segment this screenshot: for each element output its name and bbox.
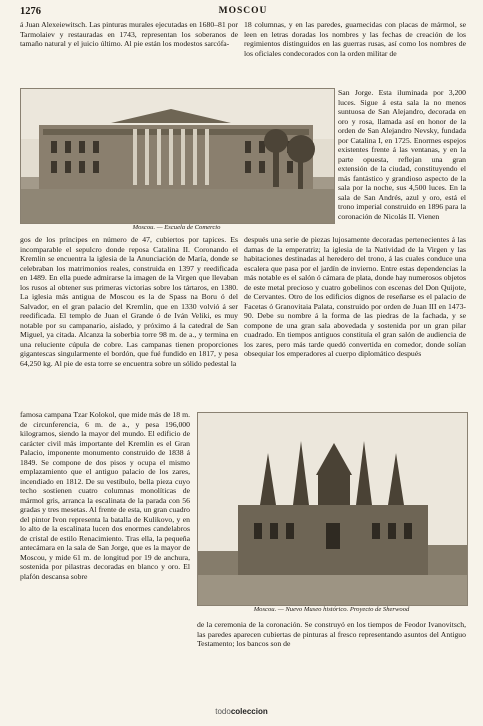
running-head: MOSCOU bbox=[218, 6, 268, 16]
watermark-prefix: todo bbox=[215, 707, 231, 716]
building-illustration bbox=[21, 89, 334, 223]
paragraph: San Jorge. Esta iluminada por 3,200 luces. Sigue á esta sala la no menos suntuosa de San Alejandro, decorada en oro y rosa, llamada así en honor de la orden de San Alejandro Nevsky, fundada por Catalina I, en 1725. Enormes espejos existentes frente á las ventanas, y en la parte opuesta, reflejan una gran extensión de la ciudad, constituyendo el más fantástico y grandioso aspecto de la sala por la noche, sus 4,500 luces. En la sala de San Andrés, azul y oro, está el trono imperial construido en 1896 para la coronación de Nicolás II. Vienen bbox=[338, 88, 466, 221]
figure-caption-2: Moscou. — Nuevo Museo histórico. Proyecto de Sherwood bbox=[253, 606, 410, 613]
paragraph: después una serie de piezas lujosamente decoradas pertenecientes á las damas de la emperatriz; la iglesia de la Natividad de la Virgen y las habitaciones destinadas al heredero del trono, á las cuales conduce una escalera que pasa por el jardín de invierno. Entre estas dependencias la más notable es el salón ó cámara de plata, donde hay numerosos objetos de este metal precioso y cuatro gobelinos con escenas del Don Quijote, de Cervantes. Otro de los edificios dignos de reseñarse es el palacio de Facetas ó Granovitaia Palata, construido por orden de Juan III en 1473-90. Debe su nombre á la forma de las piedras de la fachada, y se compone de una gran sala abovedada y sostenida por un gran pilar cuadrado. En tiempos antiguos constituía el gran salón de audiencia de los zares, pero más tarde quedó convertida en comedor, donde solían obsequiar los emperadores al cuerpo diplomático después bbox=[244, 235, 466, 358]
text-top-right bbox=[244, 20, 466, 88]
text-bottom-right bbox=[197, 620, 466, 688]
paragraph: gos de los príncipes en número de 47, cubiertos por tapices. Es incomparable el sepulcro donde reposa Catalina II. Coronando el Kremlin se encuentra la iglesia de la Anunciación de María, donde se celebraban los matrimonios reales, construida en 1397 y reedificada en 1489. En ella puede admirarse la imagen de la Virgen que llevaban los rusos al obtener sus primeras victorias sobre los tártaros, en 1380. La iglesia más antigua de Moscou es la de Spass na Boru ó del Salvador, en el gran palacio del Kremlin, que en 1330 volvió á ser reedificada. El templo de Juan el Grande ó de Iván Veliki, es muy notable por su campanario, aislado, y próximo á la catedral de San Miguel, ya citada. Alcanza la soberbia torre 98 m. de a., y termina en una reluciente cúpula de cobre. Las campanas tienen proporciones gigantescas singularmente el bordón, que fué fundido en 1817, y pesa 64,250 kg. Al pie de esta torre se encuentra sobre un sólido pedestal la bbox=[20, 235, 238, 368]
paragraph: de la ceremonia de la coronación. Se construyó en los tiempos de Feodor Ivanovitsch, las paredes aparecen cubiertas de pinturas al fresco representando asuntos del Antiguo Testamento; los bancos son de bbox=[197, 620, 466, 648]
text-mid-right bbox=[244, 235, 466, 410]
figure-caption-1: Moscou. — Escuela de Comercio bbox=[132, 224, 221, 231]
figure-museo-historico bbox=[197, 412, 468, 606]
paragraph: á Juan Alexeiewitsch. Las pinturas murales ejecutadas en 1680–81 por Tarmolaiev y restauradas en 1743, representan los soberanos de tamaño natural y el juicio último. Al pie están los modestos sarcófa- bbox=[20, 20, 238, 48]
text-top-left bbox=[20, 20, 238, 88]
page-number: 1276 bbox=[20, 6, 41, 17]
figure-escuela-comercio bbox=[20, 88, 335, 224]
watermark-name: coleccion bbox=[230, 707, 268, 716]
paragraph: famosa campana Tzar Kolokol, que mide más de 18 m. de circunferencia, 6 m. de a., y pesa 196,000 kilogramos, siendo la mayor del mundo. El edificio de carácter civil más importante del Kremlin es el Gran Palacio, imponente monumento construido de 1838 á 1849. Se compone de dos pisos y ocupa el mismo emplazamiento que el antiguo palacio de los zares, incendiado en 1812. De su vestíbulo, bella pieza cuyo techo sostienen cuatro columnas monolíticas de mármol gris, arranca la escalinata de la parada con 56 gradas y tres mesetas. Al frente de esta, un gran cuadro del pintor Ivon representa la batalla de Kulikovo, y en lo alto de la escalinata lucen dos enormes candelabros de cristal de estilo Renacimiento. Tras ella, la pequeña antecámara en la sala de San Jorge, que es la mayor de Moscou, y mide 61 m. de longitud por 19 de anchura, sostenida por pilastras decoradas en blanco y oro. El plafón descansa sobre bbox=[20, 410, 190, 581]
text-lower-left bbox=[20, 410, 190, 688]
paragraph: 18 columnas, y en las paredes, guarnecidas con placas de mármol, se leen en letras doradas los nombres y las fechas de creación de los regimientos distinguidos en las guerras rusas, así como los nombres de los oficiales condecorados con la orden militar de bbox=[244, 20, 466, 58]
watermark bbox=[0, 707, 483, 716]
text-mid-left bbox=[20, 235, 238, 410]
museum-illustration bbox=[198, 413, 467, 605]
